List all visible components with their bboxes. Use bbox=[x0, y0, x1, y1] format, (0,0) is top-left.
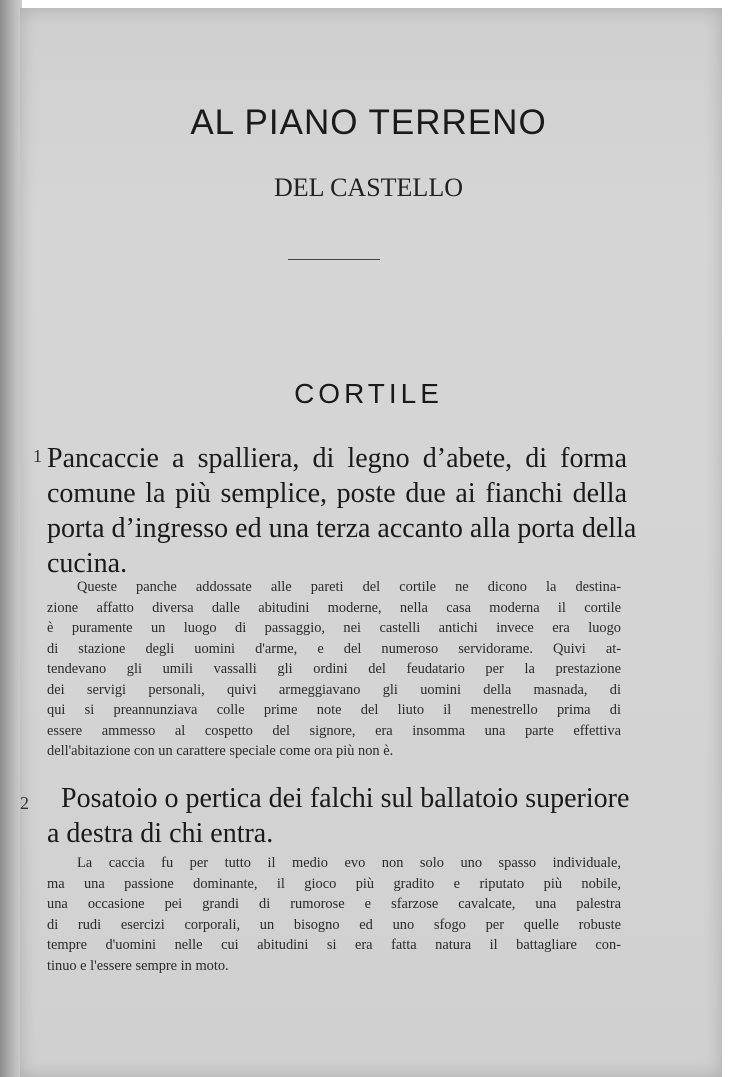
body-line: Queste panche addossate alle pareti del cortile ne dicono la destina- bbox=[77, 579, 621, 595]
heading-line: cucina. bbox=[47, 548, 128, 579]
heading-line: a destra di chi entra. bbox=[47, 818, 274, 849]
scan-edge-shadow bbox=[0, 0, 22, 1077]
heading-line: Posatoio o pertica dei falchi sul ballatoio superiore bbox=[61, 783, 630, 814]
page-subtitle: DEL CASTELLO bbox=[274, 173, 463, 202]
entry-number: 2 bbox=[20, 793, 29, 813]
entry-body bbox=[47, 853, 621, 976]
heading-line: porta d’ingresso ed una terza accanto alla porta della bbox=[47, 513, 637, 544]
heading-line: Pancaccie a spalliera, di legno d’abete, di forma bbox=[47, 443, 627, 474]
entry-body bbox=[47, 577, 621, 762]
body-line: tinuo e l'essere sempre in moto. bbox=[47, 957, 229, 974]
body-line: tempre d'uomini nelle cui abitudini si era fatta natura il battagliare con- bbox=[47, 937, 621, 953]
body-line: è puramente un luogo di passaggio, nei castelli antichi invece era luogo bbox=[47, 620, 621, 636]
title-divider bbox=[288, 259, 380, 260]
body-line: qui si preannunziava colle prime note del liuto il menestrello prima di bbox=[47, 702, 621, 718]
entry-heading bbox=[47, 441, 637, 581]
page-title: AL PIANO TERRENO bbox=[190, 103, 547, 142]
body-line: una occasione pei grandi di rumorose e sfarzose cavalcate, una palestra bbox=[47, 896, 621, 912]
body-line: La caccia fu per tutto il medio evo non solo uno spasso individuale, bbox=[77, 855, 621, 871]
body-line: di rudi esercizi corporali, un bisogno ed uno sfogo per quelle robuste bbox=[47, 916, 621, 933]
section-heading: CORTILE bbox=[294, 378, 443, 409]
body-line: dell'abitazione con un carattere speciale come ora più non è. bbox=[47, 743, 394, 759]
heading-line: comune la più semplice, poste due ai fianchi della bbox=[47, 478, 627, 509]
body-line: dei servigi personali, quivi armeggiavano gli uomini della masnada, di bbox=[47, 681, 621, 698]
body-line: di stazione degli uomini d'arme, e del numeroso servidorame. Quivi at- bbox=[47, 640, 621, 657]
body-line: essere ammesso al cospetto del signore, era insomma una parte effettiva bbox=[47, 722, 621, 739]
entry-number: 1 bbox=[33, 446, 42, 466]
body-line: zione affatto diversa dalle abitudini moderne, nella casa moderna il cortile bbox=[47, 599, 621, 616]
body-line: ma una passione dominante, il gioco più gradito e riputato più nobile, bbox=[47, 875, 621, 892]
body-line: tendevano gli umili vassalli gli ordini del feudatario per la prestazione bbox=[47, 661, 621, 677]
entry-heading bbox=[47, 781, 630, 851]
